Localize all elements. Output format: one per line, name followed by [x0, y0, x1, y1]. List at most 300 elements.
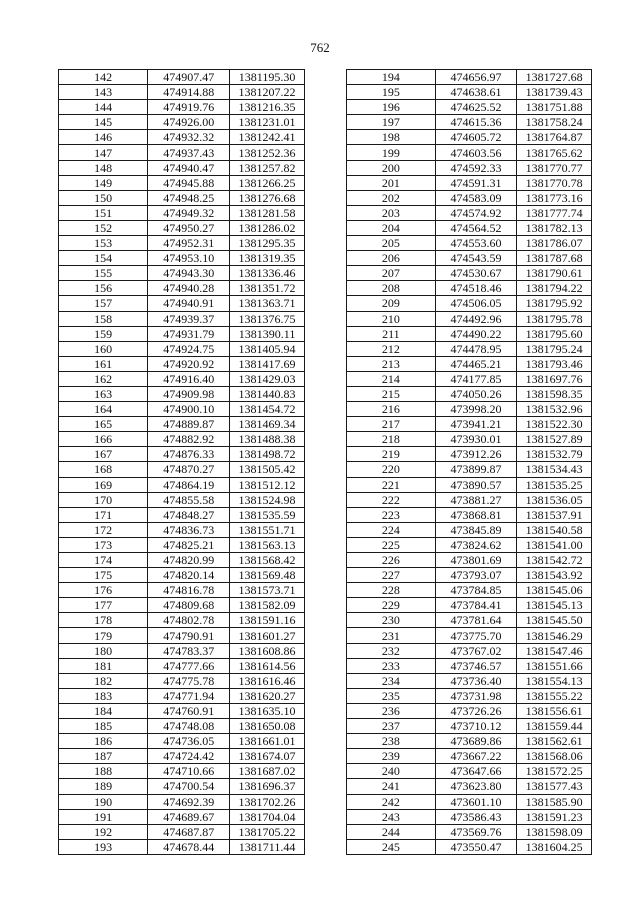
- x-coordinate-cell: 474931.79: [148, 326, 230, 341]
- y-coordinate-cell: 1381207.22: [230, 85, 305, 100]
- table-row: [347, 658, 592, 673]
- table-row: [59, 266, 305, 281]
- y-coordinate-cell: 1381532.96: [517, 402, 592, 417]
- x-coordinate-cell: 474825.21: [148, 537, 230, 552]
- y-coordinate-cell: 1381616.46: [230, 673, 305, 688]
- x-coordinate-cell: 474574.92: [435, 205, 517, 220]
- point-number-cell: 175: [59, 568, 148, 583]
- page-number: 762: [310, 40, 330, 55]
- x-coordinate-cell: 474591.31: [435, 175, 517, 190]
- x-coordinate-cell: 474771.94: [148, 688, 230, 703]
- y-coordinate-cell: 1381545.13: [517, 598, 592, 613]
- y-coordinate-cell: 1381604.25: [517, 839, 592, 854]
- table-row: [59, 477, 305, 492]
- x-coordinate-cell: 474678.44: [148, 839, 230, 854]
- y-coordinate-cell: 1381252.36: [230, 145, 305, 160]
- table-row: [59, 613, 305, 628]
- y-coordinate-cell: 1381319.35: [230, 251, 305, 266]
- x-coordinate-cell: 474870.27: [148, 462, 230, 477]
- table-row: [347, 190, 592, 205]
- x-coordinate-cell: 474465.21: [435, 356, 517, 371]
- x-coordinate-cell: 474909.98: [148, 386, 230, 401]
- coordinate-table-left: [58, 69, 305, 855]
- point-number-cell: 194: [347, 70, 436, 85]
- table-row: [59, 356, 305, 371]
- table-row: [59, 251, 305, 266]
- y-coordinate-cell: 1381795.92: [517, 296, 592, 311]
- point-number-cell: 208: [347, 281, 436, 296]
- y-coordinate-cell: 1381488.38: [230, 432, 305, 447]
- table-row: [347, 462, 592, 477]
- point-number-cell: 238: [347, 734, 436, 749]
- table-row: [347, 100, 592, 115]
- x-coordinate-cell: 473784.85: [435, 583, 517, 598]
- point-number-cell: 195: [347, 85, 436, 100]
- y-coordinate-cell: 1381540.58: [517, 522, 592, 537]
- point-number-cell: 192: [59, 824, 148, 839]
- y-coordinate-cell: 1381551.71: [230, 522, 305, 537]
- table-row: [59, 432, 305, 447]
- y-coordinate-cell: 1381276.68: [230, 190, 305, 205]
- x-coordinate-cell: 474689.67: [148, 809, 230, 824]
- y-coordinate-cell: 1381758.24: [517, 115, 592, 130]
- table-row: [59, 220, 305, 235]
- table-row: [347, 160, 592, 175]
- point-number-cell: 198: [347, 130, 436, 145]
- point-number-cell: 239: [347, 749, 436, 764]
- y-coordinate-cell: 1381765.62: [517, 145, 592, 160]
- point-number-cell: 243: [347, 809, 436, 824]
- point-number-cell: 143: [59, 85, 148, 100]
- table-row: [347, 402, 592, 417]
- y-coordinate-cell: 1381674.07: [230, 749, 305, 764]
- point-number-cell: 157: [59, 296, 148, 311]
- point-number-cell: 223: [347, 507, 436, 522]
- point-number-cell: 242: [347, 794, 436, 809]
- table-row: [347, 779, 592, 794]
- x-coordinate-cell: 473569.76: [435, 824, 517, 839]
- point-number-cell: 202: [347, 190, 436, 205]
- x-coordinate-cell: 474700.54: [148, 779, 230, 794]
- table-row: [59, 492, 305, 507]
- point-number-cell: 225: [347, 537, 436, 552]
- x-coordinate-cell: 474478.95: [435, 341, 517, 356]
- point-number-cell: 191: [59, 809, 148, 824]
- x-coordinate-cell: 473899.87: [435, 462, 517, 477]
- table-row: [59, 160, 305, 175]
- table-row: [59, 522, 305, 537]
- x-coordinate-cell: 474605.72: [435, 130, 517, 145]
- y-coordinate-cell: 1381598.09: [517, 824, 592, 839]
- y-coordinate-cell: 1381687.02: [230, 764, 305, 779]
- y-coordinate-cell: 1381545.50: [517, 613, 592, 628]
- table-row: [59, 130, 305, 145]
- x-coordinate-cell: 473868.81: [435, 507, 517, 522]
- table-row: [347, 537, 592, 552]
- y-coordinate-cell: 1381559.44: [517, 719, 592, 734]
- y-coordinate-cell: 1381429.03: [230, 371, 305, 386]
- y-coordinate-cell: 1381543.92: [517, 568, 592, 583]
- table-row: [59, 719, 305, 734]
- y-coordinate-cell: 1381711.44: [230, 839, 305, 854]
- table-row: [347, 371, 592, 386]
- table-row: [347, 613, 592, 628]
- y-coordinate-cell: 1381351.72: [230, 281, 305, 296]
- x-coordinate-cell: 474625.52: [435, 100, 517, 115]
- y-coordinate-cell: 1381524.98: [230, 492, 305, 507]
- table-row: [59, 100, 305, 115]
- y-coordinate-cell: 1381635.10: [230, 703, 305, 718]
- x-coordinate-cell: 474543.59: [435, 251, 517, 266]
- table-row: [59, 386, 305, 401]
- x-coordinate-cell: 474916.40: [148, 371, 230, 386]
- table-row: [347, 749, 592, 764]
- x-coordinate-cell: 473775.70: [435, 628, 517, 643]
- point-number-cell: 220: [347, 462, 436, 477]
- point-number-cell: 215: [347, 386, 436, 401]
- point-number-cell: 230: [347, 613, 436, 628]
- point-number-cell: 179: [59, 628, 148, 643]
- x-coordinate-cell: 473781.64: [435, 613, 517, 628]
- table-row: [347, 266, 592, 281]
- table-row: [59, 326, 305, 341]
- point-number-cell: 196: [347, 100, 436, 115]
- x-coordinate-cell: 474920.92: [148, 356, 230, 371]
- table-row: [347, 598, 592, 613]
- y-coordinate-cell: 1381532.79: [517, 447, 592, 462]
- point-number-cell: 210: [347, 311, 436, 326]
- x-coordinate-cell: 474783.37: [148, 643, 230, 658]
- table-row: [59, 311, 305, 326]
- point-number-cell: 162: [59, 371, 148, 386]
- x-coordinate-cell: 474889.87: [148, 417, 230, 432]
- x-coordinate-cell: 474736.05: [148, 734, 230, 749]
- y-coordinate-cell: 1381417.69: [230, 356, 305, 371]
- point-number-cell: 229: [347, 598, 436, 613]
- table-row: [347, 447, 592, 462]
- point-number-cell: 200: [347, 160, 436, 175]
- table-row: [347, 703, 592, 718]
- x-coordinate-cell: 474050.26: [435, 386, 517, 401]
- y-coordinate-cell: 1381286.02: [230, 220, 305, 235]
- table-row: [347, 220, 592, 235]
- table-row: [59, 628, 305, 643]
- point-number-cell: 151: [59, 205, 148, 220]
- table-row: [59, 658, 305, 673]
- table-row: [59, 462, 305, 477]
- x-coordinate-cell: 474724.42: [148, 749, 230, 764]
- point-number-cell: 237: [347, 719, 436, 734]
- x-coordinate-cell: 473912.26: [435, 447, 517, 462]
- x-coordinate-cell: 474638.61: [435, 85, 517, 100]
- table-row: [59, 734, 305, 749]
- table-row: [59, 779, 305, 794]
- y-coordinate-cell: 1381505.42: [230, 462, 305, 477]
- point-number-cell: 227: [347, 568, 436, 583]
- y-coordinate-cell: 1381582.09: [230, 598, 305, 613]
- x-coordinate-cell: 474777.66: [148, 658, 230, 673]
- y-coordinate-cell: 1381770.77: [517, 160, 592, 175]
- y-coordinate-cell: 1381697.76: [517, 371, 592, 386]
- table-row: [347, 824, 592, 839]
- x-coordinate-cell: 473767.02: [435, 643, 517, 658]
- y-coordinate-cell: 1381216.35: [230, 100, 305, 115]
- x-coordinate-cell: 473998.20: [435, 402, 517, 417]
- x-coordinate-cell: 474490.22: [435, 326, 517, 341]
- point-number-cell: 232: [347, 643, 436, 658]
- table-row: [59, 402, 305, 417]
- point-number-cell: 187: [59, 749, 148, 764]
- point-number-cell: 169: [59, 477, 148, 492]
- y-coordinate-cell: 1381795.60: [517, 326, 592, 341]
- x-coordinate-cell: 473746.57: [435, 658, 517, 673]
- point-number-cell: 153: [59, 236, 148, 251]
- table-row: [347, 311, 592, 326]
- table-row: [59, 568, 305, 583]
- table-row: [347, 417, 592, 432]
- x-coordinate-cell: 474900.10: [148, 402, 230, 417]
- x-coordinate-cell: 474760.91: [148, 703, 230, 718]
- table-row: [59, 115, 305, 130]
- point-number-cell: 152: [59, 220, 148, 235]
- y-coordinate-cell: 1381727.68: [517, 70, 592, 85]
- x-coordinate-cell: 473801.69: [435, 553, 517, 568]
- x-coordinate-cell: 474945.88: [148, 175, 230, 190]
- y-coordinate-cell: 1381440.83: [230, 386, 305, 401]
- x-coordinate-cell: 474926.00: [148, 115, 230, 130]
- table-row: [59, 205, 305, 220]
- y-coordinate-cell: 1381764.87: [517, 130, 592, 145]
- table-row: [59, 794, 305, 809]
- y-coordinate-cell: 1381266.25: [230, 175, 305, 190]
- table-row: [347, 356, 592, 371]
- table-row: [59, 688, 305, 703]
- point-number-cell: 241: [347, 779, 436, 794]
- x-coordinate-cell: 474914.88: [148, 85, 230, 100]
- x-coordinate-cell: 474950.27: [148, 220, 230, 235]
- x-coordinate-cell: 474943.30: [148, 266, 230, 281]
- point-number-cell: 184: [59, 703, 148, 718]
- y-coordinate-cell: 1381295.35: [230, 236, 305, 251]
- point-number-cell: 217: [347, 417, 436, 432]
- x-coordinate-cell: 474802.78: [148, 613, 230, 628]
- y-coordinate-cell: 1381608.86: [230, 643, 305, 658]
- x-coordinate-cell: 473941.21: [435, 417, 517, 432]
- point-number-cell: 170: [59, 492, 148, 507]
- x-coordinate-cell: 474836.73: [148, 522, 230, 537]
- x-coordinate-cell: 474553.60: [435, 236, 517, 251]
- point-number-cell: 209: [347, 296, 436, 311]
- point-number-cell: 189: [59, 779, 148, 794]
- x-coordinate-cell: 474564.52: [435, 220, 517, 235]
- point-number-cell: 224: [347, 522, 436, 537]
- y-coordinate-cell: 1381739.43: [517, 85, 592, 100]
- x-coordinate-cell: 474939.37: [148, 311, 230, 326]
- x-coordinate-cell: 474924.75: [148, 341, 230, 356]
- point-number-cell: 205: [347, 236, 436, 251]
- y-coordinate-cell: 1381545.06: [517, 583, 592, 598]
- table-row: [59, 673, 305, 688]
- table-row: [347, 326, 592, 341]
- table-row: [59, 296, 305, 311]
- x-coordinate-cell: 473881.27: [435, 492, 517, 507]
- table-row: [347, 281, 592, 296]
- table-row: [59, 643, 305, 658]
- x-coordinate-cell: 473784.41: [435, 598, 517, 613]
- x-coordinate-cell: 474848.27: [148, 507, 230, 522]
- y-coordinate-cell: 1381546.29: [517, 628, 592, 643]
- x-coordinate-cell: 473726.26: [435, 703, 517, 718]
- y-coordinate-cell: 1381650.08: [230, 719, 305, 734]
- point-number-cell: 221: [347, 477, 436, 492]
- table-row: [59, 175, 305, 190]
- y-coordinate-cell: 1381535.25: [517, 477, 592, 492]
- table-row: [347, 130, 592, 145]
- x-coordinate-cell: 473845.89: [435, 522, 517, 537]
- y-coordinate-cell: 1381469.34: [230, 417, 305, 432]
- point-number-cell: 207: [347, 266, 436, 281]
- point-number-cell: 164: [59, 402, 148, 417]
- point-number-cell: 168: [59, 462, 148, 477]
- y-coordinate-cell: 1381551.66: [517, 658, 592, 673]
- table-row: [347, 568, 592, 583]
- y-coordinate-cell: 1381535.59: [230, 507, 305, 522]
- x-coordinate-cell: 474907.47: [148, 70, 230, 85]
- table-row: [347, 251, 592, 266]
- point-number-cell: 166: [59, 432, 148, 447]
- point-number-cell: 211: [347, 326, 436, 341]
- point-number-cell: 171: [59, 507, 148, 522]
- y-coordinate-cell: 1381793.46: [517, 356, 592, 371]
- table-row: [347, 296, 592, 311]
- table-row: [347, 205, 592, 220]
- y-coordinate-cell: 1381614.56: [230, 658, 305, 673]
- table-row: [59, 809, 305, 824]
- table-row: [59, 447, 305, 462]
- point-number-cell: 212: [347, 341, 436, 356]
- point-number-cell: 235: [347, 688, 436, 703]
- x-coordinate-cell: 474864.19: [148, 477, 230, 492]
- x-coordinate-cell: 474876.33: [148, 447, 230, 462]
- table-row: [347, 145, 592, 160]
- table-row: [59, 417, 305, 432]
- x-coordinate-cell: 473647.66: [435, 764, 517, 779]
- y-coordinate-cell: 1381542.72: [517, 553, 592, 568]
- x-coordinate-cell: 474492.96: [435, 311, 517, 326]
- point-number-cell: 148: [59, 160, 148, 175]
- point-number-cell: 185: [59, 719, 148, 734]
- point-number-cell: 149: [59, 175, 148, 190]
- y-coordinate-cell: 1381782.13: [517, 220, 592, 235]
- y-coordinate-cell: 1381522.30: [517, 417, 592, 432]
- table-row: [59, 537, 305, 552]
- x-coordinate-cell: 474692.39: [148, 794, 230, 809]
- y-coordinate-cell: 1381777.74: [517, 205, 592, 220]
- point-number-cell: 165: [59, 417, 148, 432]
- table-row: [59, 598, 305, 613]
- y-coordinate-cell: 1381556.61: [517, 703, 592, 718]
- y-coordinate-cell: 1381598.35: [517, 386, 592, 401]
- y-coordinate-cell: 1381257.82: [230, 160, 305, 175]
- y-coordinate-cell: 1381555.22: [517, 688, 592, 703]
- y-coordinate-cell: 1381281.58: [230, 205, 305, 220]
- y-coordinate-cell: 1381795.78: [517, 311, 592, 326]
- point-number-cell: 173: [59, 537, 148, 552]
- point-number-cell: 213: [347, 356, 436, 371]
- point-number-cell: 233: [347, 658, 436, 673]
- x-coordinate-cell: 473890.57: [435, 477, 517, 492]
- point-number-cell: 219: [347, 447, 436, 462]
- y-coordinate-cell: 1381661.01: [230, 734, 305, 749]
- x-coordinate-cell: 474592.33: [435, 160, 517, 175]
- y-coordinate-cell: 1381231.01: [230, 115, 305, 130]
- x-coordinate-cell: 474790.91: [148, 628, 230, 643]
- x-coordinate-cell: 474809.68: [148, 598, 230, 613]
- y-coordinate-cell: 1381563.13: [230, 537, 305, 552]
- x-coordinate-cell: 474506.05: [435, 296, 517, 311]
- table-row: [347, 341, 592, 356]
- x-coordinate-cell: 474855.58: [148, 492, 230, 507]
- table-row: [347, 507, 592, 522]
- table-row: [59, 553, 305, 568]
- y-coordinate-cell: 1381390.11: [230, 326, 305, 341]
- table-row: [347, 553, 592, 568]
- coordinate-table-left-body: [59, 70, 305, 855]
- table-row: [347, 794, 592, 809]
- point-number-cell: 204: [347, 220, 436, 235]
- x-coordinate-cell: 474820.99: [148, 553, 230, 568]
- point-number-cell: 177: [59, 598, 148, 613]
- x-coordinate-cell: 474775.78: [148, 673, 230, 688]
- x-coordinate-cell: 474583.09: [435, 190, 517, 205]
- y-coordinate-cell: 1381795.24: [517, 341, 592, 356]
- y-coordinate-cell: 1381376.75: [230, 311, 305, 326]
- x-coordinate-cell: 473710.12: [435, 719, 517, 734]
- table-row: [59, 70, 305, 85]
- x-coordinate-cell: 473623.80: [435, 779, 517, 794]
- coordinate-table-right: [346, 69, 592, 855]
- y-coordinate-cell: 1381527.89: [517, 432, 592, 447]
- point-number-cell: 146: [59, 130, 148, 145]
- x-coordinate-cell: 474816.78: [148, 583, 230, 598]
- y-coordinate-cell: 1381794.22: [517, 281, 592, 296]
- x-coordinate-cell: 474948.25: [148, 190, 230, 205]
- y-coordinate-cell: 1381620.27: [230, 688, 305, 703]
- x-coordinate-cell: 473736.40: [435, 673, 517, 688]
- y-coordinate-cell: 1381786.07: [517, 236, 592, 251]
- y-coordinate-cell: 1381454.72: [230, 402, 305, 417]
- x-coordinate-cell: 474940.28: [148, 281, 230, 296]
- table-row: [347, 673, 592, 688]
- table-row: [59, 839, 305, 854]
- point-number-cell: 245: [347, 839, 436, 854]
- table-row: [59, 583, 305, 598]
- x-coordinate-cell: 474919.76: [148, 100, 230, 115]
- table-row: [347, 85, 592, 100]
- table-row: [347, 628, 592, 643]
- point-number-cell: 178: [59, 613, 148, 628]
- y-coordinate-cell: 1381568.06: [517, 749, 592, 764]
- y-coordinate-cell: 1381696.37: [230, 779, 305, 794]
- table-row: [347, 432, 592, 447]
- point-number-cell: 183: [59, 688, 148, 703]
- y-coordinate-cell: 1381363.71: [230, 296, 305, 311]
- y-coordinate-cell: 1381195.30: [230, 70, 305, 85]
- point-number-cell: 161: [59, 356, 148, 371]
- table-row: [347, 809, 592, 824]
- x-coordinate-cell: 474687.87: [148, 824, 230, 839]
- point-number-cell: 231: [347, 628, 436, 643]
